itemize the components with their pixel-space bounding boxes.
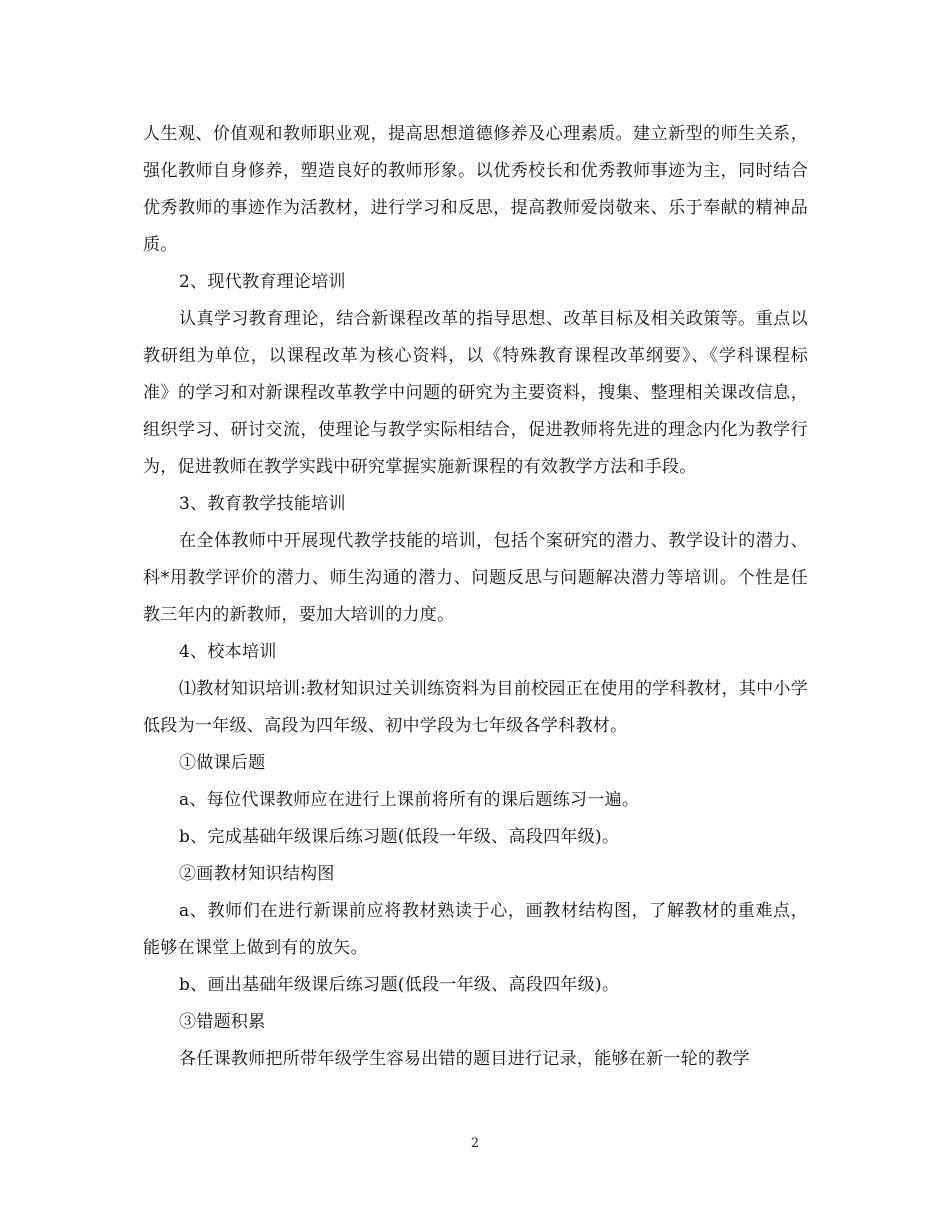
heading-school-based-training: 4、校本培训	[179, 642, 277, 662]
heading-teaching-skills: 3、教育教学技能培训	[179, 494, 346, 514]
paragraph-education-theory: 认真学习教育理论，结合新课程改革的指导思想、改革目标及相关政策等。重点以教研组为单位，以课程改革为核心资料，以《特殊教育课程改革纲要》、《学科课程标准》的学习和对新课程改革教学中问题的研究为主要资料，搜集、整理相关课改信息，组织学习、研讨交流，使理论与教学实际相结合，促进教师将先进的理念内化为教学行为，促进教师在教学实践中研究掌握实施新课程的有效教学方法和手段。	[143, 309, 808, 477]
heading-modern-education-theory: 2、现代教育理论培训	[179, 272, 346, 292]
heading-knowledge-structure: ②画教材知识结构图	[179, 864, 335, 884]
heading-after-class-exercises: ①做课后题	[179, 753, 266, 773]
list-item-b-complete: b、完成基础年级课后练习题(低段一年级、高段四年级)。	[179, 827, 620, 847]
heading-error-accumulation: ③错题积累	[179, 1012, 266, 1032]
paragraph-ethics-training: 人生观、价值观和教师职业观，提高思想道德修养及心理素质。建立新型的师生关系，强化教师自身修养，塑造良好的教师形象。以优秀校长和优秀教师事迹为主，同时结合优秀教师的事迹作为活教材，进行学习和反思，提高教师爱岗敬来、乐于奉献的精神品质。	[143, 124, 808, 255]
paragraph-textbook-knowledge: ⑴教材知识培训:教材知识过关训练资料为目前校园正在使用的学科教材，其中小学低段为一年级、高段为四年级、初中学段为七年级各学科教材。	[143, 679, 808, 736]
page-number: 2	[470, 1136, 480, 1151]
document-body	[143, 116, 808, 1078]
paragraph-error-accumulation: 各任课教师把所带年级学生容易出错的题目进行记录，能够在新一轮的教学	[179, 1049, 750, 1069]
list-item-a-structure: a、教师们在进行新课前应将教材熟读于心，画教材结构图，了解教材的重难点，能够在课堂上做到有的放矢。	[143, 901, 808, 958]
list-item-b-draw: b、画出基础年级课后练习题(低段一年级、高段四年级)。	[179, 975, 620, 995]
paragraph-teaching-skills: 在全体教师中开展现代教学技能的培训，包括个案研究的潜力、教学设计的潜力、科*用教学评价的潜力、师生沟通的潜力、问题反思与问题解决潜力等培训。个性是任教三年内的新教师，要加大培训的力度。	[143, 531, 808, 625]
list-item-a-practice: a、每位代课教师应在进行上课前将所有的课后题练习一遍。	[179, 790, 640, 810]
